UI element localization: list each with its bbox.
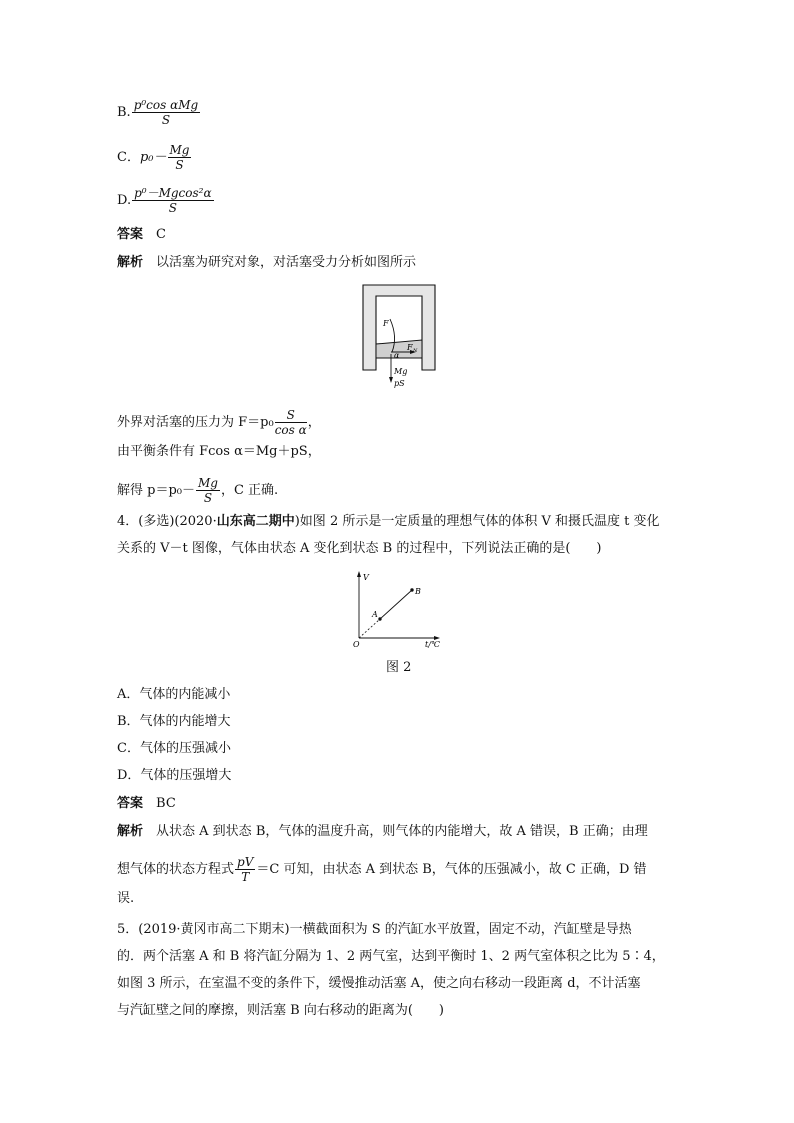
question-stem: 5．(2019·黄冈市高二下期末)一横截面积为 S 的汽缸水平放置，固定不动，汽缸壁是导热 [117,922,632,937]
q3-analysis [117,254,416,272]
q4-option-a [117,686,230,704]
weight-mg-label: Mg [394,367,408,376]
numerator: p⁰cos αMg [133,98,199,112]
denominator: S [175,158,184,172]
angle-alpha-label: α [394,351,400,360]
force-fn-subscript: N [413,348,418,354]
question-source: 山东高二期中 [216,514,295,529]
point-a-label: A [372,610,378,619]
q5-stem-line4 [117,1002,444,1020]
equation-text: 由平衡条件有 Fcos α＝Mg＋pS， [117,444,321,459]
force-fn-label: F [407,343,413,352]
analysis-text: 误. [117,891,135,906]
question-stem: 的．两个活塞 A 和 B 将汽缸分隔为 1、2 两气室，达到平衡时 1、2 两气室体积之比为 5∶4， [117,949,665,964]
q5-stem-line1 [117,921,632,939]
fraction [168,143,192,172]
question-stem: 关系的 V－t 图像，气体由状态 A 变化到状态 B 的过程中，下列说法正确的是( ) [117,541,602,556]
answer-value: C [156,227,166,242]
denominator: cos α [274,423,307,437]
option-expr: p₀－ [139,150,167,165]
q4-option-b [117,713,231,731]
q3-eq1 [117,408,321,437]
equation-text: 外界对活塞的压力为 F＝p₀ [117,415,274,430]
q4-answer [117,795,176,813]
figure-caption [386,659,411,677]
q3-eq3 [117,476,278,505]
option-d [117,186,215,215]
v-t-graph [350,568,450,652]
fraction [132,186,213,215]
q4-stem-line1 [117,513,659,531]
denominator: S [168,201,177,215]
answer-label: 答案 [117,227,144,242]
denominator: S [161,113,171,127]
point-b-label: B [415,587,421,596]
caption-text: 图 2 [386,660,412,675]
option-text: C．气体的压强减小 [117,741,231,756]
origin-label: O [353,640,360,649]
question-stem: 如图 3 所示，在室温不变的条件下，缓慢推动活塞 A，使之向右移动一段距离 d，不计活塞 [117,976,641,991]
q4-option-c [117,740,231,758]
fraction [132,98,200,127]
option-label: B. [117,105,131,120]
option-label: C． [117,150,140,165]
q5-stem-line2 [117,948,665,966]
analysis-label: 解析 [117,824,144,839]
fraction [275,408,307,437]
q3-answer [117,226,166,244]
equation-text: ， [307,415,321,430]
question-number: 4． [117,514,139,529]
force-f-label: F [383,319,389,328]
analysis-text: 以活塞为研究对象，对活塞受力分析如图所示 [156,255,417,270]
option-label: D. [117,193,132,208]
option-text: A．气体的内能减小 [117,687,231,702]
numerator: Mg [169,143,190,157]
numerator: Mg [198,476,218,490]
numerator: S [275,408,307,423]
answer-label: 答案 [117,796,144,811]
q4-analysis-line2 [117,855,647,884]
question-tag: (多选)(2020· [138,514,217,529]
q4-option-d [117,767,231,785]
analysis-text: 想气体的状态方程式 [117,862,235,877]
analysis-text: ＝C 可知，由状态 A 到状态 B，气体的压强减小，故 C 正确，D 错 [256,862,647,877]
analysis-text: 从状态 A 到状态 B，气体的温度升高，则气体的内能增大，故 A 错误，B 正确；由理 [156,824,648,839]
option-text: D．气体的压强增大 [117,768,232,783]
option-b [117,98,201,127]
answer-value: BC [156,796,176,811]
axis-v-label: V [363,573,369,582]
analysis-label: 解析 [117,255,144,270]
q4-analysis-line1 [117,823,648,841]
equation-text: ，C 正确. [220,483,279,498]
q3-eq2 [117,443,321,461]
q4-stem-line2 [117,540,602,558]
option-c [117,143,192,172]
denominator: T [241,870,250,884]
denominator: S [203,491,213,505]
fraction [235,855,255,884]
piston-force-diagram [360,282,440,394]
fraction [196,476,220,505]
question-stem: 与汽缸壁之间的摩擦，则活塞 B 向右移动的距离为( ) [117,1003,444,1018]
numerator: p⁰－Mgcos²α [134,186,212,200]
q5-stem-line3 [117,975,641,993]
pressure-ps-label: pS [394,379,405,388]
equation-text: 解得 p＝p₀－ [117,483,195,498]
axis-t-label: t/℃ [425,640,440,649]
option-text: B．气体的内能增大 [117,714,231,729]
question-stem: )如图 2 所示是一定质量的理想气体的体积 V 和摄氏温度 t 变化 [294,514,660,529]
numerator: pV [237,855,254,869]
q4-analysis-line3 [117,890,134,908]
